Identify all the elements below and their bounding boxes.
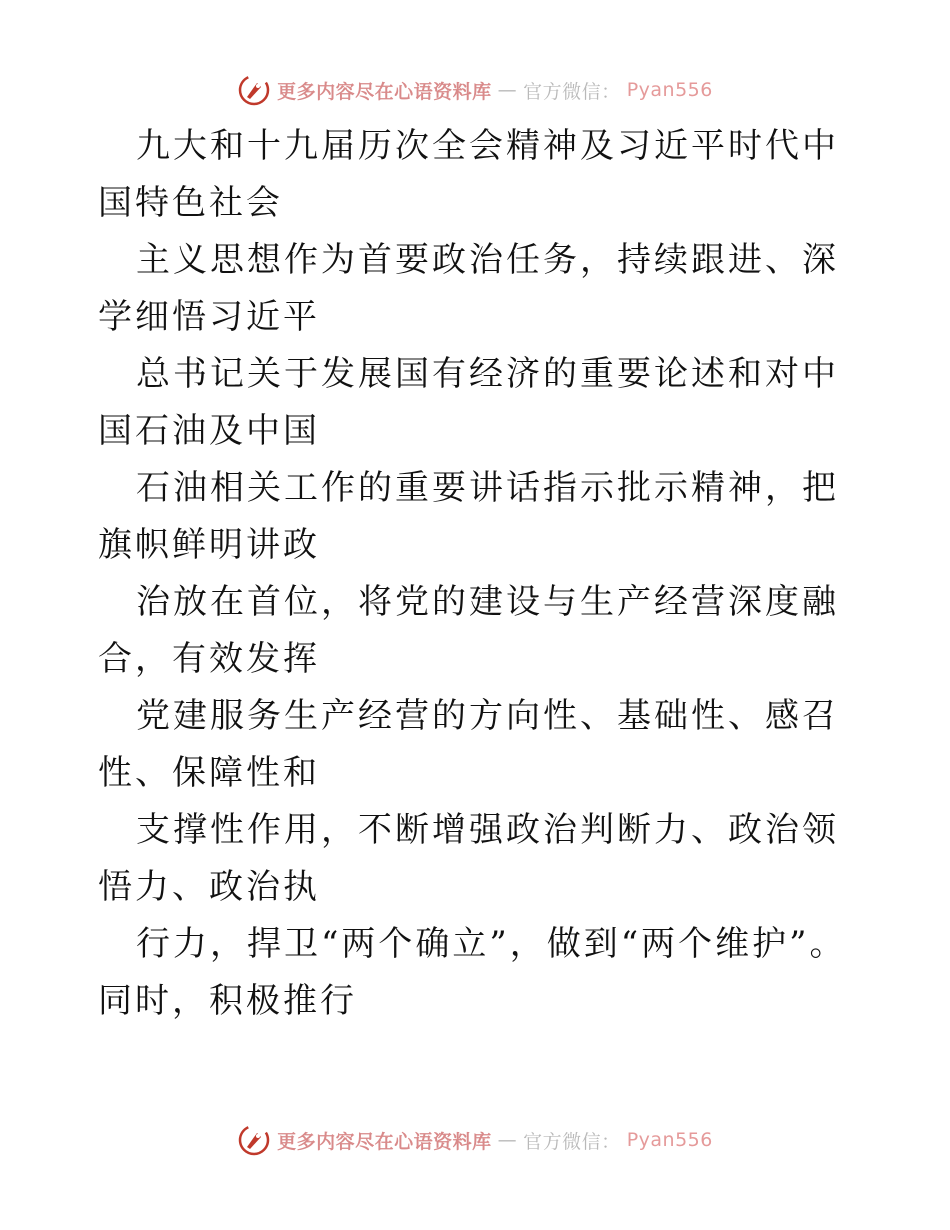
watermark-dash: — [497, 1129, 518, 1151]
paragraph: 治放在首位，将党的建设与生产经营深度融合，有效发挥 [98, 582, 839, 679]
paragraph: 九大和十九届历次全会精神及习近平时代中国特色社会 [98, 126, 839, 223]
watermark-dash: — [497, 79, 518, 101]
paragraph: 主义思想作为首要政治任务，持续跟进、深学细悟习近平 [98, 240, 839, 337]
watermark-id: Pyan556 [626, 79, 713, 101]
watermark-sub-text: 官方微信： [523, 1130, 621, 1153]
watermark-sub-text: 官方微信： [523, 80, 621, 103]
paragraph: 石油相关工作的重要讲话指示批示精神，把旗帜鲜明讲政 [98, 468, 839, 565]
pen-nib-seal-icon [237, 1123, 271, 1157]
paragraph: 行力，捍卫“两个确立”，做到“两个维护”。同时，积极推行 [98, 924, 847, 1021]
watermark-main-text: 更多内容尽在心语资料库 [277, 1130, 492, 1153]
header-watermark [0, 70, 950, 110]
document-body [98, 118, 858, 1030]
paragraph: 党建服务生产经营的方向性、基础性、感召性、保障性和 [98, 696, 839, 793]
pen-nib-seal-icon [237, 73, 271, 107]
watermark-id: Pyan556 [626, 1129, 713, 1151]
paragraph: 支撑性作用，不断增强政治判断力、政治领悟力、政治执 [98, 810, 839, 907]
footer-watermark [0, 1120, 950, 1160]
watermark-main-text: 更多内容尽在心语资料库 [277, 80, 492, 103]
paragraph: 总书记关于发展国有经济的重要论述和对中国石油及中国 [98, 354, 839, 451]
